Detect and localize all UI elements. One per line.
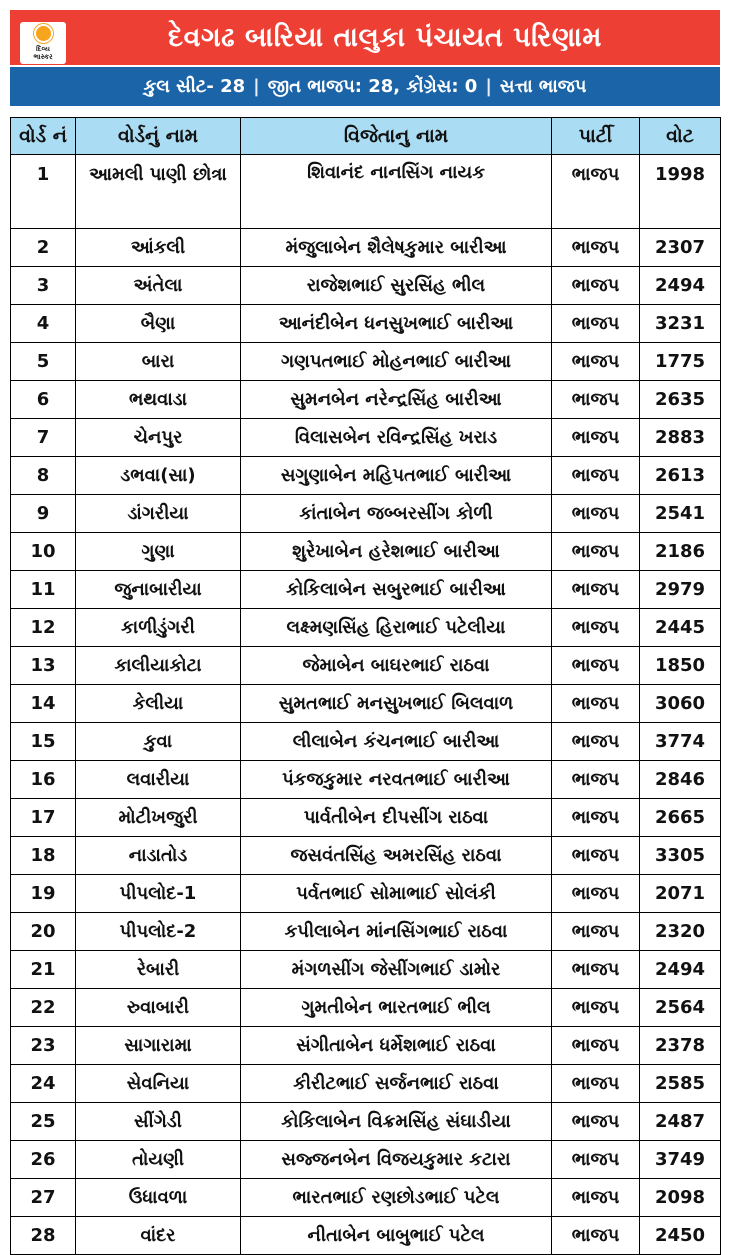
ward-number: 4 [11, 305, 76, 343]
winner-name: શુરેખાબેન હરેશભાઈ બારીઆ [241, 533, 552, 571]
party-name: ભાજપ [552, 761, 640, 799]
winner-name: ગુમતીબેન ભારતભાઈ ભીલ [241, 989, 552, 1027]
party-name: ભાજપ [552, 495, 640, 533]
vote-count: 2564 [640, 989, 721, 1027]
ward-name: પીપલોદ-1 [76, 875, 241, 913]
col-header-votes: વોટ [640, 118, 721, 155]
table-row [11, 875, 721, 913]
divya-bhaskar-logo [20, 22, 66, 64]
table-row [11, 305, 721, 343]
table-row [11, 381, 721, 419]
party-name: ભાજપ [552, 913, 640, 951]
vote-count: 2541 [640, 495, 721, 533]
winner-name: ગણપતભાઈ મોહનભાઈ બારીઆ [241, 343, 552, 381]
vote-count: 2883 [640, 419, 721, 457]
winner-name: લીલાબેન કંચનભાઈ બારીઆ [241, 723, 552, 761]
table-row [11, 989, 721, 1027]
vote-count: 2487 [640, 1103, 721, 1141]
ward-name: બૈણા [76, 305, 241, 343]
party-name: ભાજપ [552, 419, 640, 457]
ward-number: 10 [11, 533, 76, 571]
logo-text-line1: દિવ્ય [36, 44, 50, 53]
page-title: દેવગઢ બારિયા તાલુકા પંચાયત પરિણામ [168, 21, 602, 53]
ward-number: 5 [11, 343, 76, 381]
ward-name: કુવા [76, 723, 241, 761]
vote-count: 1998 [640, 155, 721, 229]
party-name: ભાજપ [552, 457, 640, 495]
party-name: ભાજપ [552, 1217, 640, 1255]
table-row [11, 1217, 721, 1255]
table-row [11, 609, 721, 647]
col-header-ward-name: વોર્ડનું નામ [76, 118, 241, 155]
table-row [11, 1103, 721, 1141]
vote-count: 2494 [640, 267, 721, 305]
ward-name: સેવનિયા [76, 1065, 241, 1103]
ward-number: 16 [11, 761, 76, 799]
vote-count: 2665 [640, 799, 721, 837]
vote-count: 2071 [640, 875, 721, 913]
vote-count: 2320 [640, 913, 721, 951]
party-name: ભાજપ [552, 875, 640, 913]
party-name: ભાજપ [552, 1065, 640, 1103]
party-name: ભાજપ [552, 305, 640, 343]
vote-count: 2979 [640, 571, 721, 609]
table-row [11, 1179, 721, 1217]
party-name: ભાજપ [552, 1141, 640, 1179]
winner-name: કપીલાબેન માંનસિંગભાઈ રાઠવા [241, 913, 552, 951]
ward-name: વાંદર [76, 1217, 241, 1255]
sun-icon [36, 26, 51, 41]
table-row [11, 913, 721, 951]
ward-name: કેલીયા [76, 685, 241, 723]
table-row [11, 343, 721, 381]
table-row [11, 1141, 721, 1179]
ward-name: આમલી પાણી છોત્રા [76, 155, 241, 229]
party-name: ભાજપ [552, 685, 640, 723]
ward-number: 8 [11, 457, 76, 495]
ward-name: ઉધાવળા [76, 1179, 241, 1217]
winner-name: સુમનબેન નરેન્દ્રસિંહ બારીઆ [241, 381, 552, 419]
party-name: ભાજપ [552, 1179, 640, 1217]
vote-count: 2378 [640, 1027, 721, 1065]
party-name: ભાજપ [552, 381, 640, 419]
ward-number: 3 [11, 267, 76, 305]
table-row [11, 723, 721, 761]
table-row [11, 495, 721, 533]
ward-name: ભથવાડા [76, 381, 241, 419]
party-name: ભાજપ [552, 723, 640, 761]
ward-number: 11 [11, 571, 76, 609]
table-row [11, 837, 721, 875]
ward-number: 26 [11, 1141, 76, 1179]
party-name: ભાજપ [552, 343, 640, 381]
winner-name: કીરીટભાઈ સર્જનભાઈ રાઠવા [241, 1065, 552, 1103]
vote-count: 1850 [640, 647, 721, 685]
winner-name: જસવંતસિંહ અમરસિંહ રાઠવા [241, 837, 552, 875]
winner-name: સંગીતાબેન ધર્મેશભાઈ રાઠવા [241, 1027, 552, 1065]
col-header-winner: વિજેતાનુ નામ [241, 118, 552, 155]
table-row [11, 533, 721, 571]
winner-name: સગુણાબેન મહિપતભાઈ બારીઆ [241, 457, 552, 495]
ward-number: 15 [11, 723, 76, 761]
table-row [11, 457, 721, 495]
table-row [11, 155, 721, 229]
winner-name: વિલાસબેન રવિન્દ્રસિંહ ખરાડ [241, 419, 552, 457]
ward-name: રેબારી [76, 951, 241, 989]
ward-name: નાડાતોડ [76, 837, 241, 875]
winner-name: પંકજકુમાર નરવતભાઈ બારીઆ [241, 761, 552, 799]
party-name: ભાજપ [552, 1027, 640, 1065]
ward-number: 14 [11, 685, 76, 723]
vote-count: 2494 [640, 951, 721, 989]
ward-name: ડભવા(સા) [76, 457, 241, 495]
ward-number: 9 [11, 495, 76, 533]
ward-number: 1 [11, 155, 76, 229]
party-name: ભાજપ [552, 533, 640, 571]
winner-name: મંજુલાબેન શૈલેષકુમાર બારીઆ [241, 229, 552, 267]
winner-name: પાર્વતીબેન દીપસીંગ રાઠવા [241, 799, 552, 837]
ward-number: 2 [11, 229, 76, 267]
ward-number: 18 [11, 837, 76, 875]
winner-name: નીતાબેન બાબુભાઈ પટેલ [241, 1217, 552, 1255]
table-row [11, 799, 721, 837]
ward-number: 13 [11, 647, 76, 685]
party-name: ભાજપ [552, 571, 640, 609]
ward-number: 27 [11, 1179, 76, 1217]
ward-number: 21 [11, 951, 76, 989]
ward-name: બારા [76, 343, 241, 381]
separator: | [485, 76, 492, 97]
vote-count: 3774 [640, 723, 721, 761]
vote-count: 1775 [640, 343, 721, 381]
vote-count: 2450 [640, 1217, 721, 1255]
table-row [11, 419, 721, 457]
ward-name: ચેનપુર [76, 419, 241, 457]
ward-number: 17 [11, 799, 76, 837]
table-row [11, 685, 721, 723]
ward-number: 12 [11, 609, 76, 647]
vote-count: 3305 [640, 837, 721, 875]
party-name: ભાજપ [552, 837, 640, 875]
winner-name: રાજેશભાઈ સુરસિંહ ભીલ [241, 267, 552, 305]
title-banner [10, 10, 720, 65]
table-row [11, 1065, 721, 1103]
table-row [11, 571, 721, 609]
party-name: ભાજપ [552, 951, 640, 989]
party-result: જીત ભાજપ: 28, કોંગ્રેસ: 0 [267, 76, 478, 97]
winner-name: ભારતભાઈ રણછોડભાઈ પટેલ [241, 1179, 552, 1217]
ward-name: મોટીખજુરી [76, 799, 241, 837]
party-name: ભાજપ [552, 647, 640, 685]
party-name: ભાજપ [552, 609, 640, 647]
ward-name: તોયણી [76, 1141, 241, 1179]
ward-number: 6 [11, 381, 76, 419]
winner-name: આનંદીબેન ધનસુખભાઈ બારીઆ [241, 305, 552, 343]
col-header-ward-no: વોર્ડ નં [11, 118, 76, 155]
vote-count: 2098 [640, 1179, 721, 1217]
winner-name: શિવાનંદ નાનસિંગ નાયક [241, 155, 552, 229]
winner-name: મંગળસીંગ જેસીંગભાઈ ડામોર [241, 951, 552, 989]
ward-number: 25 [11, 1103, 76, 1141]
party-name: ભાજપ [552, 267, 640, 305]
vote-count: 3231 [640, 305, 721, 343]
ward-name: રુવાબારી [76, 989, 241, 1027]
summary-bar [10, 67, 720, 106]
ward-number: 20 [11, 913, 76, 951]
winner-name: પર્વતભાઈ સોમાભાઈ સોલંકી [241, 875, 552, 913]
ward-name: સીંગેડી [76, 1103, 241, 1141]
ward-number: 24 [11, 1065, 76, 1103]
logo-text-line2: ભાસ્કર [33, 52, 53, 61]
ward-name: ડાંગરીયા [76, 495, 241, 533]
vote-count: 2307 [640, 229, 721, 267]
ward-name: પીપલોદ-2 [76, 913, 241, 951]
table-row [11, 1027, 721, 1065]
ward-number: 19 [11, 875, 76, 913]
separator: | [253, 76, 260, 97]
vote-count: 2186 [640, 533, 721, 571]
results-table [10, 117, 721, 1255]
table-body [11, 155, 721, 1255]
party-name: ભાજપ [552, 1103, 640, 1141]
table-row [11, 761, 721, 799]
total-seats: કુલ સીટ- 28 [143, 76, 246, 97]
party-name: ભાજપ [552, 989, 640, 1027]
ward-name: કાળીડુંગરી [76, 609, 241, 647]
ward-number: 23 [11, 1027, 76, 1065]
ward-name: ગુણા [76, 533, 241, 571]
table-header-row [11, 118, 721, 155]
vote-count: 2846 [640, 761, 721, 799]
vote-count: 3060 [640, 685, 721, 723]
winner-name: કાંતાબેન જબ્બરસીંગ કોળી [241, 495, 552, 533]
vote-count: 2585 [640, 1065, 721, 1103]
ward-name: લવારીયા [76, 761, 241, 799]
party-name: ભાજપ [552, 799, 640, 837]
ward-name: અંતેલા [76, 267, 241, 305]
table-row [11, 951, 721, 989]
table-row [11, 229, 721, 267]
table-row [11, 647, 721, 685]
power-party: સત્તા ભાજપ [499, 76, 587, 97]
ward-name: જુનાબારીયા [76, 571, 241, 609]
party-name: ભાજપ [552, 155, 640, 229]
ward-name: સાગારામા [76, 1027, 241, 1065]
winner-name: જેમાબેન બાઘરભાઈ રાઠવા [241, 647, 552, 685]
winner-name: લક્ષ્મણસિંહ હિરાભાઈ પટેલીયા [241, 609, 552, 647]
party-name: ભાજપ [552, 229, 640, 267]
winner-name: સુમતભાઈ મનસુખભાઈ બિલવાળ [241, 685, 552, 723]
table-row [11, 267, 721, 305]
vote-count: 3749 [640, 1141, 721, 1179]
vote-count: 2445 [640, 609, 721, 647]
ward-name: કાલીયાકોટા [76, 647, 241, 685]
winner-name: કોકિલાબેન વિક્રમસિંહ સંઘાડીયા [241, 1103, 552, 1141]
ward-number: 28 [11, 1217, 76, 1255]
ward-name: આંકલી [76, 229, 241, 267]
vote-count: 2635 [640, 381, 721, 419]
winner-name: સજ્જનબેન વિજયકુમાર કટારા [241, 1141, 552, 1179]
ward-number: 7 [11, 419, 76, 457]
vote-count: 2613 [640, 457, 721, 495]
winner-name: કોકિલાબેન સબુરભાઈ બારીઆ [241, 571, 552, 609]
ward-number: 22 [11, 989, 76, 1027]
col-header-party: પાર્ટી [552, 118, 640, 155]
